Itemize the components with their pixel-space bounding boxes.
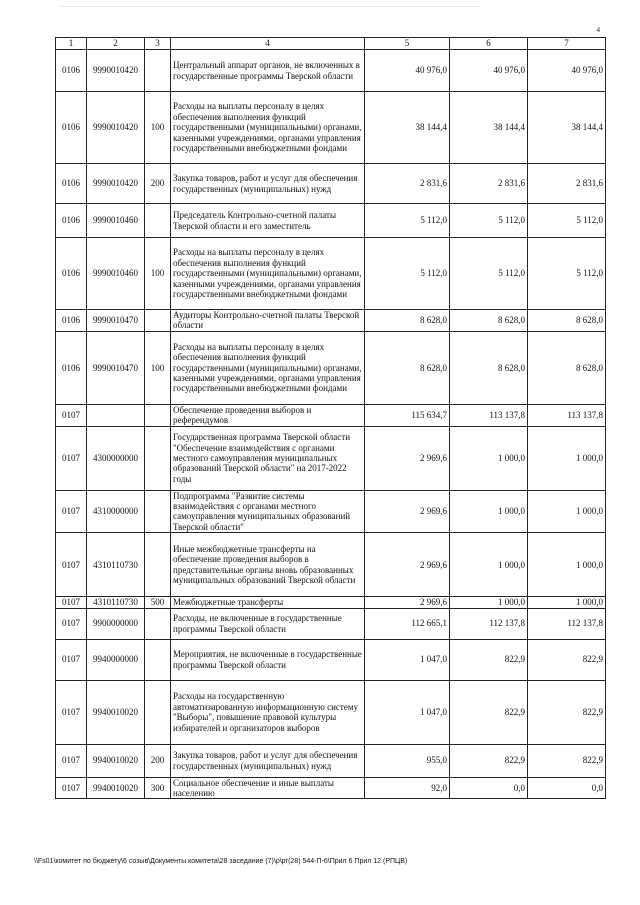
cell-target-code: 9990010460 (87, 204, 145, 238)
col-header-3: 3 (145, 38, 171, 50)
cell-section: 0107 (56, 533, 87, 597)
cell-section: 0106 (56, 238, 87, 310)
cell-section: 0107 (56, 426, 87, 490)
cell-amount-3: 822,9 (528, 680, 606, 744)
cell-amount-3: 5 112,0 (528, 238, 606, 310)
cell-section: 0107 (56, 777, 87, 799)
cell-target-code: 9940010020 (87, 777, 145, 799)
table-row (56, 92, 606, 164)
cell-description: Закупка товаров, работ и услуг для обеспечения государственных (муниципальных) нужд (171, 164, 365, 204)
cell-amount-3: 0,0 (528, 777, 606, 799)
cell-expense-type: 200 (145, 164, 171, 204)
cell-amount-1: 38 144,4 (365, 92, 450, 164)
table-row (56, 597, 606, 608)
cell-expense-type (145, 310, 171, 332)
cell-section: 0107 (56, 639, 87, 680)
cell-amount-1: 8 628,0 (365, 331, 450, 404)
table-row (56, 533, 606, 597)
cell-amount-3: 1 000,0 (528, 533, 606, 597)
table-row (56, 608, 606, 639)
cell-target-code: 9940010020 (87, 744, 145, 777)
cell-description: Расходы на выплаты персоналу в целях обеспечения выполнения функций государственными (муниципальными) органами, казенными учреждениями, органами управления государственными внебюджетными фондами (171, 238, 365, 310)
cell-amount-1: 8 628,0 (365, 310, 450, 332)
table-row (56, 204, 606, 238)
cell-section: 0106 (56, 92, 87, 164)
cell-amount-3: 1 000,0 (528, 490, 606, 533)
table-row (56, 490, 606, 533)
cell-target-code: 4310000000 (87, 490, 145, 533)
cell-amount-3: 8 628,0 (528, 310, 606, 332)
cell-amount-3: 5 112,0 (528, 204, 606, 238)
col-header-1: 1 (56, 38, 87, 50)
table-row (56, 164, 606, 204)
cell-description: Расходы на выплаты персоналу в целях обеспечения выполнения функций государственными (муниципальными) органами, казенными учреждениями, органами управления государственными внебюджетными фондами (171, 92, 365, 164)
cell-amount-2: 113 137,8 (450, 404, 528, 426)
cell-description: Мероприятия, не включенные в государственные программы Тверской области (171, 639, 365, 680)
cell-amount-1: 2 831,6 (365, 164, 450, 204)
cell-description: Расходы на выплаты персоналу в целях обеспечения выполнения функций государственными (муниципальными) органами, казенными учреждениями, органами управления государственными внебюджетными фондами (171, 331, 365, 404)
cell-amount-2: 40 976,0 (450, 50, 528, 92)
cell-amount-2: 822,9 (450, 744, 528, 777)
cell-target-code: 4310110730 (87, 533, 145, 597)
cell-target-code: 9990010420 (87, 92, 145, 164)
cell-target-code (87, 404, 145, 426)
table-row (56, 404, 606, 426)
cell-amount-3: 2 831,6 (528, 164, 606, 204)
cell-target-code: 9900000000 (87, 608, 145, 639)
page-number: 4 (596, 26, 600, 34)
cell-amount-2: 1 000,0 (450, 426, 528, 490)
file-path-footer: \\Fs01\комитет по бюджету\6 созыв\Документы комитета\28 заседание (7)\р\рг(28) 544-П-6\Прил 6 Прил 12 (РПЦВ) (34, 858, 408, 865)
cell-section: 0107 (56, 404, 87, 426)
cell-description: Расходы на государственную автоматизированную информационную систему "Выборы", повышение правовой культуры избирателей и организаторов выборов (171, 680, 365, 744)
cell-amount-1: 115 634,7 (365, 404, 450, 426)
cell-section: 0106 (56, 204, 87, 238)
table-row (56, 50, 606, 92)
cell-description: Аудиторы Контрольно-счетной палаты Тверской области (171, 310, 365, 332)
budget-table (55, 37, 606, 799)
table-row (56, 331, 606, 404)
cell-expense-type (145, 204, 171, 238)
cell-target-code: 9990010460 (87, 238, 145, 310)
cell-amount-1: 5 112,0 (365, 238, 450, 310)
cell-amount-1: 1 047,0 (365, 680, 450, 744)
cell-description: Председатель Контрольно-счетной палаты Тверской области и его заместитель (171, 204, 365, 238)
cell-description: Центральный аппарат органов, не включенных в государственные программы Тверской области (171, 50, 365, 92)
cell-amount-1: 955,0 (365, 744, 450, 777)
cell-amount-1: 2 969,6 (365, 597, 450, 608)
col-header-4: 4 (171, 38, 365, 50)
cell-expense-type (145, 639, 171, 680)
cell-expense-type: 200 (145, 744, 171, 777)
cell-amount-3: 1 000,0 (528, 597, 606, 608)
col-header-2: 2 (87, 38, 145, 50)
cell-amount-2: 1 000,0 (450, 533, 528, 597)
cell-amount-3: 38 144,4 (528, 92, 606, 164)
cell-amount-2: 1 000,0 (450, 597, 528, 608)
cell-amount-1: 112 665,1 (365, 608, 450, 639)
cell-description: Государственная программа Тверской области "Обеспечение взаимодействия с органами местного самоуправления муниципальных образований Тверской области" на 2017-2022 годы (171, 426, 365, 490)
cell-expense-type: 100 (145, 331, 171, 404)
table-row (56, 639, 606, 680)
cell-expense-type (145, 50, 171, 92)
cell-target-code: 9990010470 (87, 331, 145, 404)
cell-amount-1: 2 969,6 (365, 533, 450, 597)
cell-amount-2: 822,9 (450, 639, 528, 680)
col-header-6: 6 (450, 38, 528, 50)
cell-section: 0106 (56, 50, 87, 92)
cell-section: 0106 (56, 164, 87, 204)
cell-amount-3: 8 628,0 (528, 331, 606, 404)
cell-amount-2: 112 137,8 (450, 608, 528, 639)
table-row (56, 744, 606, 777)
cell-description: Обеспечение проведения выборов и референдумов (171, 404, 365, 426)
cell-description: Закупка товаров, работ и услуг для обеспечения государственных (муниципальных) нужд (171, 744, 365, 777)
table-row (56, 680, 606, 744)
cell-expense-type: 100 (145, 238, 171, 310)
cell-description: Иные межбюджетные трансферты на обеспечение проведения выборов в представительные органы вновь образованных муниципальных образований Тверской области (171, 533, 365, 597)
cell-description: Расходы, не включенные в государственные программы Тверской области (171, 608, 365, 639)
col-header-5: 5 (365, 38, 450, 50)
cell-target-code: 4310110730 (87, 597, 145, 608)
cell-amount-3: 40 976,0 (528, 50, 606, 92)
cell-amount-1: 1 047,0 (365, 639, 450, 680)
cell-amount-2: 5 112,0 (450, 204, 528, 238)
cell-amount-2: 5 112,0 (450, 238, 528, 310)
cell-amount-3: 822,9 (528, 639, 606, 680)
cell-amount-2: 1 000,0 (450, 490, 528, 533)
cell-section: 0107 (56, 608, 87, 639)
cell-description: Социальное обеспечение и иные выплаты населению (171, 777, 365, 799)
cell-description: Межбюджетные трансферты (171, 597, 365, 608)
cell-target-code: 9990010470 (87, 310, 145, 332)
cell-description: Подпрограмма "Развитие системы взаимодействия с органами местного самоуправления муниципальных образований Тверской области" (171, 490, 365, 533)
cell-amount-3: 822,9 (528, 744, 606, 777)
cell-target-code: 9940000000 (87, 639, 145, 680)
table-row (56, 238, 606, 310)
cell-section: 0107 (56, 680, 87, 744)
cell-expense-type: 500 (145, 597, 171, 608)
cell-amount-2: 0,0 (450, 777, 528, 799)
cell-expense-type (145, 426, 171, 490)
cell-expense-type: 300 (145, 777, 171, 799)
cell-amount-2: 8 628,0 (450, 310, 528, 332)
cell-amount-1: 92,0 (365, 777, 450, 799)
cell-amount-3: 113 137,8 (528, 404, 606, 426)
cell-section: 0107 (56, 490, 87, 533)
cell-amount-2: 8 628,0 (450, 331, 528, 404)
cell-expense-type (145, 490, 171, 533)
cell-expense-type (145, 533, 171, 597)
cell-amount-2: 2 831,6 (450, 164, 528, 204)
cell-amount-3: 112 137,8 (528, 608, 606, 639)
cell-amount-1: 40 976,0 (365, 50, 450, 92)
scan-artifact (60, 6, 480, 11)
table-row (56, 777, 606, 799)
table-row (56, 426, 606, 490)
cell-target-code: 9940010020 (87, 680, 145, 744)
cell-expense-type (145, 680, 171, 744)
cell-amount-2: 822,9 (450, 680, 528, 744)
cell-section: 0106 (56, 310, 87, 332)
table-row (56, 310, 606, 332)
cell-amount-3: 1 000,0 (528, 426, 606, 490)
cell-expense-type: 100 (145, 92, 171, 164)
cell-expense-type (145, 404, 171, 426)
cell-target-code: 4300000000 (87, 426, 145, 490)
cell-amount-1: 2 969,6 (365, 490, 450, 533)
cell-target-code: 9990010420 (87, 164, 145, 204)
col-header-7: 7 (528, 38, 606, 50)
cell-target-code: 9990010420 (87, 50, 145, 92)
cell-amount-2: 38 144,4 (450, 92, 528, 164)
cell-expense-type (145, 608, 171, 639)
cell-section: 0107 (56, 597, 87, 608)
cell-section: 0107 (56, 744, 87, 777)
cell-section: 0106 (56, 331, 87, 404)
cell-amount-1: 2 969,6 (365, 426, 450, 490)
header-row (56, 38, 606, 50)
cell-amount-1: 5 112,0 (365, 204, 450, 238)
